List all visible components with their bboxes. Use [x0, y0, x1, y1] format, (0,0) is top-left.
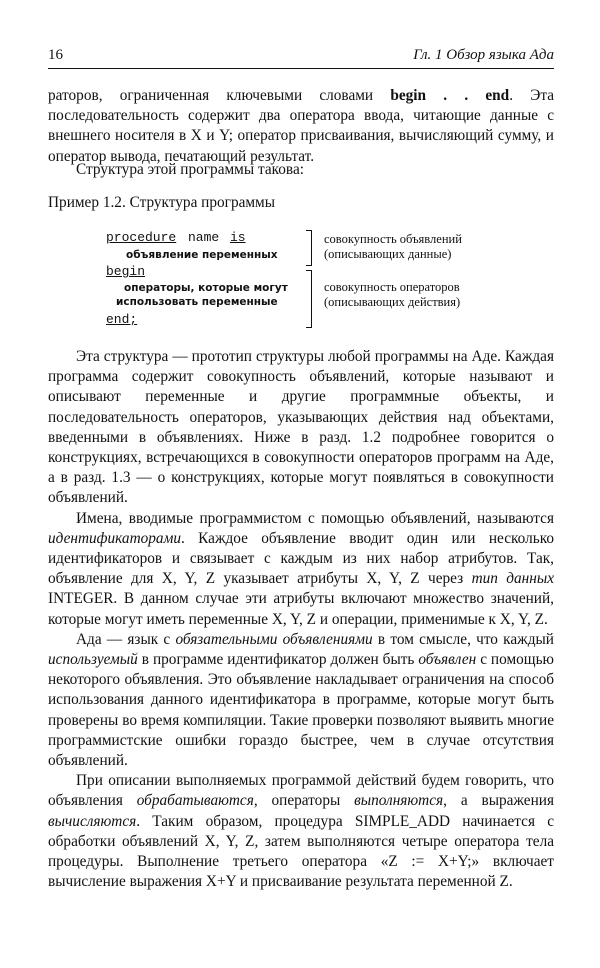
statements-note-1: совокупность операторов [324, 280, 460, 294]
keyword-dots: . . [426, 87, 486, 104]
code-declarations: объявление переменных [126, 249, 278, 261]
declarations-note-1: совокупность объявлений [324, 232, 462, 246]
program-structure-figure [106, 230, 526, 330]
p6-text-a: При описании выполняемых программой действий будем говорить, что объявления [48, 772, 554, 810]
structure-intro: Структура этой программы такова: [76, 161, 304, 178]
header-rule [48, 68, 554, 69]
code-end: end; [106, 312, 138, 327]
term-elaborated: обрабатываются [136, 792, 254, 810]
code-procedure: procedure [106, 230, 177, 245]
term-declared: объявлен [418, 651, 477, 669]
intro-paragraph [48, 86, 554, 167]
intro-text-a: раторов, ограниченная ключевыми словами [48, 87, 391, 104]
statements-note-2: (описывающих действия) [324, 295, 461, 309]
code-statements-2: использовать переменные [116, 296, 278, 308]
running-title: Гл. 1 Обзор языка Ада [413, 47, 554, 63]
page-number: 16 [48, 47, 63, 63]
p4-text-b: . Каждое объявление вводит один или несколько идентификаторов и связывает с каждым из них набор атрибутов. Так, объявление для X, Y, Z указывает атрибуты X, Y, Z через [48, 529, 554, 588]
term-identifiers: идентификаторами [48, 529, 181, 547]
code-begin: begin [106, 264, 146, 279]
p5-text-d: с помощью некоторого объявления. Это объявление накладывает ограничения на способ использования данного идентификатора в программе, которые могут быть проверены во время компиляции. Такие проверки позволяют выявить многие программистские ошибки гораздо быстрее, чем в случае отсутствия объявлений. [48, 651, 554, 770]
body-text [48, 347, 554, 892]
code-name: name [188, 230, 220, 245]
p5-text-b: в том смысле, что каждый [372, 630, 554, 648]
p6-text-b: , операторы [253, 792, 355, 810]
term-evaluated: вычисляются [48, 812, 137, 830]
term-data-type: тип данных [471, 570, 554, 588]
p5-text-a: Ада — язык с [76, 630, 176, 648]
keyword-begin: begin [390, 87, 427, 104]
keyword-end: end [485, 87, 510, 104]
declarations-bracket [306, 230, 312, 266]
paragraph-declarations [48, 630, 554, 771]
declarations-note [324, 232, 462, 262]
statements-note [324, 280, 460, 310]
p5-text-c: в программе идентификатор должен быть [137, 651, 419, 669]
intro-text-b: . Эта последовательность содержит два оператора ввода, читающие данные с внешнего носителя в X и Y; оператор присваивания, вычисляющий сумму, и оператор вывода, печатающий результат. [48, 87, 554, 165]
p4-text-a: Имена, вводимые программистом с помощью объявлений, называются [76, 509, 554, 527]
code-statements-1: операторы, которые могут [124, 282, 288, 294]
term-used: используемый [48, 651, 138, 669]
term-mandatory-declarations: обязательными объявлениями [175, 630, 373, 648]
term-executed: выполняются [354, 792, 444, 810]
code-is: is [230, 230, 246, 245]
p6-text-c: , а выражения [443, 792, 554, 810]
example-caption: Пример 1.2. Структура программы [48, 194, 276, 211]
declarations-note-2: (описывающих данные) [324, 247, 452, 261]
statements-bracket [306, 270, 312, 328]
paragraph-structure: Эта структура — прототип структуры любой программы на Аде. Каждая программа содержит совокупность объявлений, которые называют и описывают переменные и другие программные объекты, и последовательность операторов, указывающих действия над объектами, введенными в объявлениях. Ниже в разд. 1.2 подробнее говорится о конструкциях, встречающихся в совокупности операторов программ на Аде, а в разд. 1.3 — о конструкциях, которые могут появляться в совокупности объявлений. [48, 348, 554, 507]
p4-text-c: INTEGER. В данном случае эти атрибуты включают множество значений, которые могут иметь переменные X, Y, Z и операции, применимые к X, Y, Z. [48, 590, 554, 628]
paragraph-execution [48, 771, 554, 892]
p6-text-d: . Таким образом, процедура SIMPLE_ADD начинается с обработки объявлений X, Y, Z, затем выполняются четыре оператора тела процедуры. Выполнение третьего оператора «Z := X+Y;» включает вычисление выражения X+Y и присваивание результата переменной Z. [48, 812, 554, 891]
paragraph-identifiers [48, 509, 554, 630]
